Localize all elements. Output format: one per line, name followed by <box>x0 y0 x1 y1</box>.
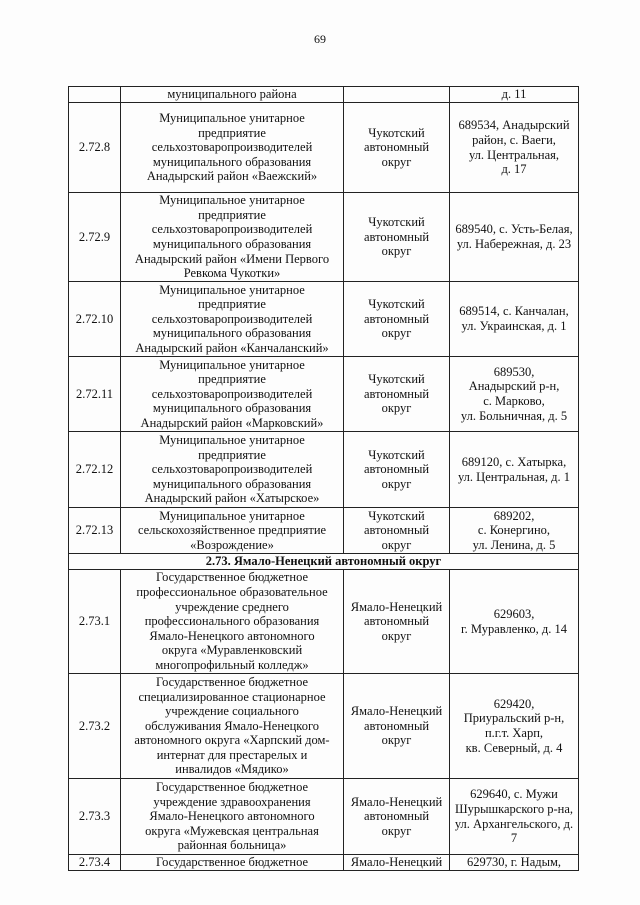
organization-line: учреждение социального <box>165 704 299 719</box>
region-cell <box>344 508 450 554</box>
region-line: автономный <box>363 386 430 401</box>
region-line: автономный <box>363 229 430 244</box>
organization-line: Анадырский район «Марковский» <box>140 415 324 430</box>
organization-line: специализированное стационарное <box>138 689 326 704</box>
address-cell <box>450 357 579 432</box>
region-line: округ <box>381 476 412 491</box>
address-line: ул. Архангельского, д. 7 <box>454 816 574 846</box>
organization-line: сельхозтоваропроизводителей <box>151 386 313 401</box>
organization-cell <box>121 357 344 432</box>
table-row <box>69 508 579 554</box>
region-line: округ <box>381 244 412 259</box>
organization-cell <box>121 103 344 193</box>
registry-table <box>68 86 579 871</box>
organization-line: Муниципальное унитарное <box>159 508 305 523</box>
region-line: Ямало-Ненецкий <box>350 704 443 719</box>
organization-line: учреждение здравоохранения <box>153 794 311 809</box>
address-cell <box>450 674 579 779</box>
region-cell: Ямало-Ненецкий <box>344 855 450 871</box>
organization-line: Муниципальное унитарное <box>159 111 305 126</box>
region-cell <box>344 674 450 779</box>
region-line: автономный <box>363 140 430 155</box>
region-line: Чукотский <box>368 297 425 312</box>
address-cell: д. 11 <box>450 87 579 103</box>
number-cell: 2.72.12 <box>69 432 121 508</box>
region-line: округ <box>381 823 412 838</box>
region-cell <box>344 432 450 508</box>
number-cell: 2.73.3 <box>69 779 121 855</box>
table-row <box>69 282 579 357</box>
address-line: кв. Северный, д. 4 <box>465 740 563 755</box>
region-line: Чукотский <box>368 215 425 230</box>
address-cell <box>450 103 579 193</box>
continuation-row <box>69 87 579 103</box>
address-line: ул. Набережная, д. 23 <box>456 237 572 251</box>
table-row <box>69 570 579 674</box>
organization-line: Анадырский район «Имени Первого <box>134 251 330 266</box>
organization-line: Муниципальное унитарное <box>159 433 305 448</box>
address-line: с. Конергино, <box>477 523 551 538</box>
address-line: 629420, <box>493 696 535 711</box>
organization-line: Ямало-Ненецкого автономного <box>149 628 315 643</box>
organization-line: Ямало-Ненецкого автономного <box>149 809 315 824</box>
address-cell: 629730, г. Надым, <box>450 855 579 871</box>
region-line: автономный <box>363 809 430 824</box>
organization-cell <box>121 570 344 674</box>
table-row <box>69 855 579 871</box>
address-line: ул. Центральная, д. 1 <box>457 469 570 484</box>
section-header-row <box>69 554 579 570</box>
address-line: 629603, <box>493 606 535 621</box>
address-line: г. Муравленко, д. 14 <box>460 621 568 636</box>
region-line: округ <box>381 628 412 643</box>
address-cell <box>450 570 579 674</box>
number-cell: 2.72.13 <box>69 508 121 554</box>
address-line: ул. Украинская, д. 1 <box>461 319 567 333</box>
number-cell: 2.73.1 <box>69 570 121 674</box>
organization-line: Анадырский район «Канчаланский» <box>135 340 329 355</box>
region-line: автономный <box>363 718 430 733</box>
organization-line: учреждение среднего <box>175 599 289 614</box>
address-line: 689202, <box>493 508 535 523</box>
organization-line: сельхозтоваропроизводителей <box>151 140 313 155</box>
organization-cell: Государственное бюджетное <box>121 855 344 871</box>
organization-line: муниципального образования <box>152 154 312 169</box>
organization-line: округа «Мужевская центральная <box>145 823 319 838</box>
organization-line: Муниципальное унитарное <box>159 357 305 372</box>
organization-cell <box>121 282 344 357</box>
region-cell <box>344 779 450 855</box>
number-cell: 2.73.2 <box>69 674 121 779</box>
region-line: автономный <box>363 523 430 538</box>
region-line: округ <box>381 154 412 169</box>
region-line: округ <box>381 326 412 341</box>
table-row <box>69 357 579 432</box>
table-row <box>69 193 579 282</box>
table-row <box>69 432 579 508</box>
organization-cell <box>121 508 344 554</box>
organization-line: Ревкома Чукотки» <box>183 266 281 281</box>
organization-line: Муниципальное унитарное <box>159 282 305 297</box>
organization-line: предприятие <box>198 447 266 462</box>
page-number: 69 <box>314 32 326 46</box>
section-title: 2.73. Ямало-Ненецкий автономный округ <box>69 554 579 570</box>
region-line: Ямало-Ненецкий <box>350 599 443 614</box>
organization-line: обслуживания Ямало-Ненецкого <box>144 718 320 733</box>
organization-line: сельхозтоваропроизводителей <box>151 222 313 237</box>
address-line: Приуральский р-н, <box>463 711 565 726</box>
region-line: округ <box>381 733 412 748</box>
number-cell: 2.73.4 <box>69 855 121 871</box>
address-line: Анадырский р-н, <box>468 379 560 394</box>
organization-line: муниципального образования <box>152 237 312 251</box>
organization-cell <box>121 779 344 855</box>
organization-line: профессионального образования <box>144 614 320 629</box>
region-cell <box>344 282 450 357</box>
region-line: Чукотский <box>368 372 425 387</box>
address-cell <box>450 282 579 357</box>
organization-line: инвалидов «Мядико» <box>175 762 289 777</box>
organization-cell <box>121 674 344 779</box>
organization-line: многопрофильный колледж» <box>155 657 309 672</box>
organization-line: районная больница» <box>177 838 287 853</box>
organization-line: профессиональное образовательное <box>136 585 328 600</box>
region-line: Ямало-Ненецкий <box>350 794 443 809</box>
address-line: район, с. Ваеги, <box>472 132 556 147</box>
organization-line: сельхозтоваропроизводителей <box>151 311 313 326</box>
address-line: д. 17 <box>501 162 527 177</box>
address-cell <box>450 508 579 554</box>
organization-line: предприятие <box>198 207 266 222</box>
number-cell: 2.72.9 <box>69 193 121 282</box>
address-cell <box>450 193 579 282</box>
organization-line: муниципального образования <box>152 476 312 491</box>
region-line: округ <box>381 401 412 416</box>
region-line: Чукотский <box>368 508 425 523</box>
organization-line: Государственное бюджетное <box>155 570 309 585</box>
number-cell: 2.72.10 <box>69 282 121 357</box>
organization-line: муниципального образования <box>152 401 312 416</box>
region-line: автономный <box>363 614 430 629</box>
region-line: Чукотский <box>368 125 425 140</box>
region-line: автономный <box>363 462 430 477</box>
organization-line: предприятие <box>198 125 266 140</box>
region-line: округ <box>381 537 412 552</box>
address-line: 689534, Анадырский <box>458 118 570 133</box>
region-cell <box>344 570 450 674</box>
address-cell <box>450 779 579 855</box>
address-cell <box>450 432 579 508</box>
organization-line: «Возрождение» <box>190 537 274 552</box>
address-line: ул. Ленина, д. 5 <box>472 537 556 552</box>
organization-line: Государственное бюджетное <box>155 674 309 689</box>
organization-line: Анадырский район «Хатырское» <box>144 491 320 506</box>
organization-line: округа «Муравленковский <box>161 643 303 658</box>
address-line: 689540, с. Усть-Белая, <box>455 222 573 237</box>
organization-cell <box>121 193 344 282</box>
number-cell <box>69 87 121 103</box>
address-line: ул. Больничная, д. 5 <box>460 408 568 423</box>
organization-line: сельхозтоваропроизводителей <box>151 462 313 477</box>
number-cell: 2.72.11 <box>69 357 121 432</box>
organization-line: автономного округа «Харпский дом- <box>134 733 330 748</box>
address-line: ул. Центральная, <box>468 147 560 162</box>
organization-line: Анадырский район «Ваежский» <box>146 169 318 184</box>
address-line: с. Марково, <box>483 394 545 408</box>
organization-cell <box>121 432 344 508</box>
organization-line: Муниципальное унитарное <box>159 193 305 208</box>
region-cell <box>344 87 450 103</box>
table-row <box>69 103 579 193</box>
address-line: 629640, с. Мужи <box>470 787 558 802</box>
address-line: 689120, с. Хатырка, <box>461 454 567 469</box>
region-line: автономный <box>363 311 430 326</box>
region-line: Чукотский <box>368 447 425 462</box>
organization-line: сельскохозяйственное предприятие <box>137 523 327 538</box>
organization-cell: муниципального района <box>121 87 344 103</box>
organization-line: предприятие <box>198 372 266 387</box>
organization-line: муниципального образования <box>152 326 312 341</box>
address-line: Шурышкарского р-на, <box>454 801 574 816</box>
organization-line: Государственное бюджетное <box>155 780 309 795</box>
organization-line: предприятие <box>198 297 266 312</box>
region-cell <box>344 357 450 432</box>
region-cell <box>344 103 450 193</box>
number-cell: 2.72.8 <box>69 103 121 193</box>
table-row <box>69 674 579 779</box>
organization-line: интернат для престарелых и <box>156 747 308 762</box>
address-line: 689514, с. Канчалан, <box>459 304 569 319</box>
address-line: п.г.т. Харп, <box>484 726 544 740</box>
address-line: 689530, <box>493 364 535 379</box>
table-row <box>69 779 579 855</box>
region-cell <box>344 193 450 282</box>
